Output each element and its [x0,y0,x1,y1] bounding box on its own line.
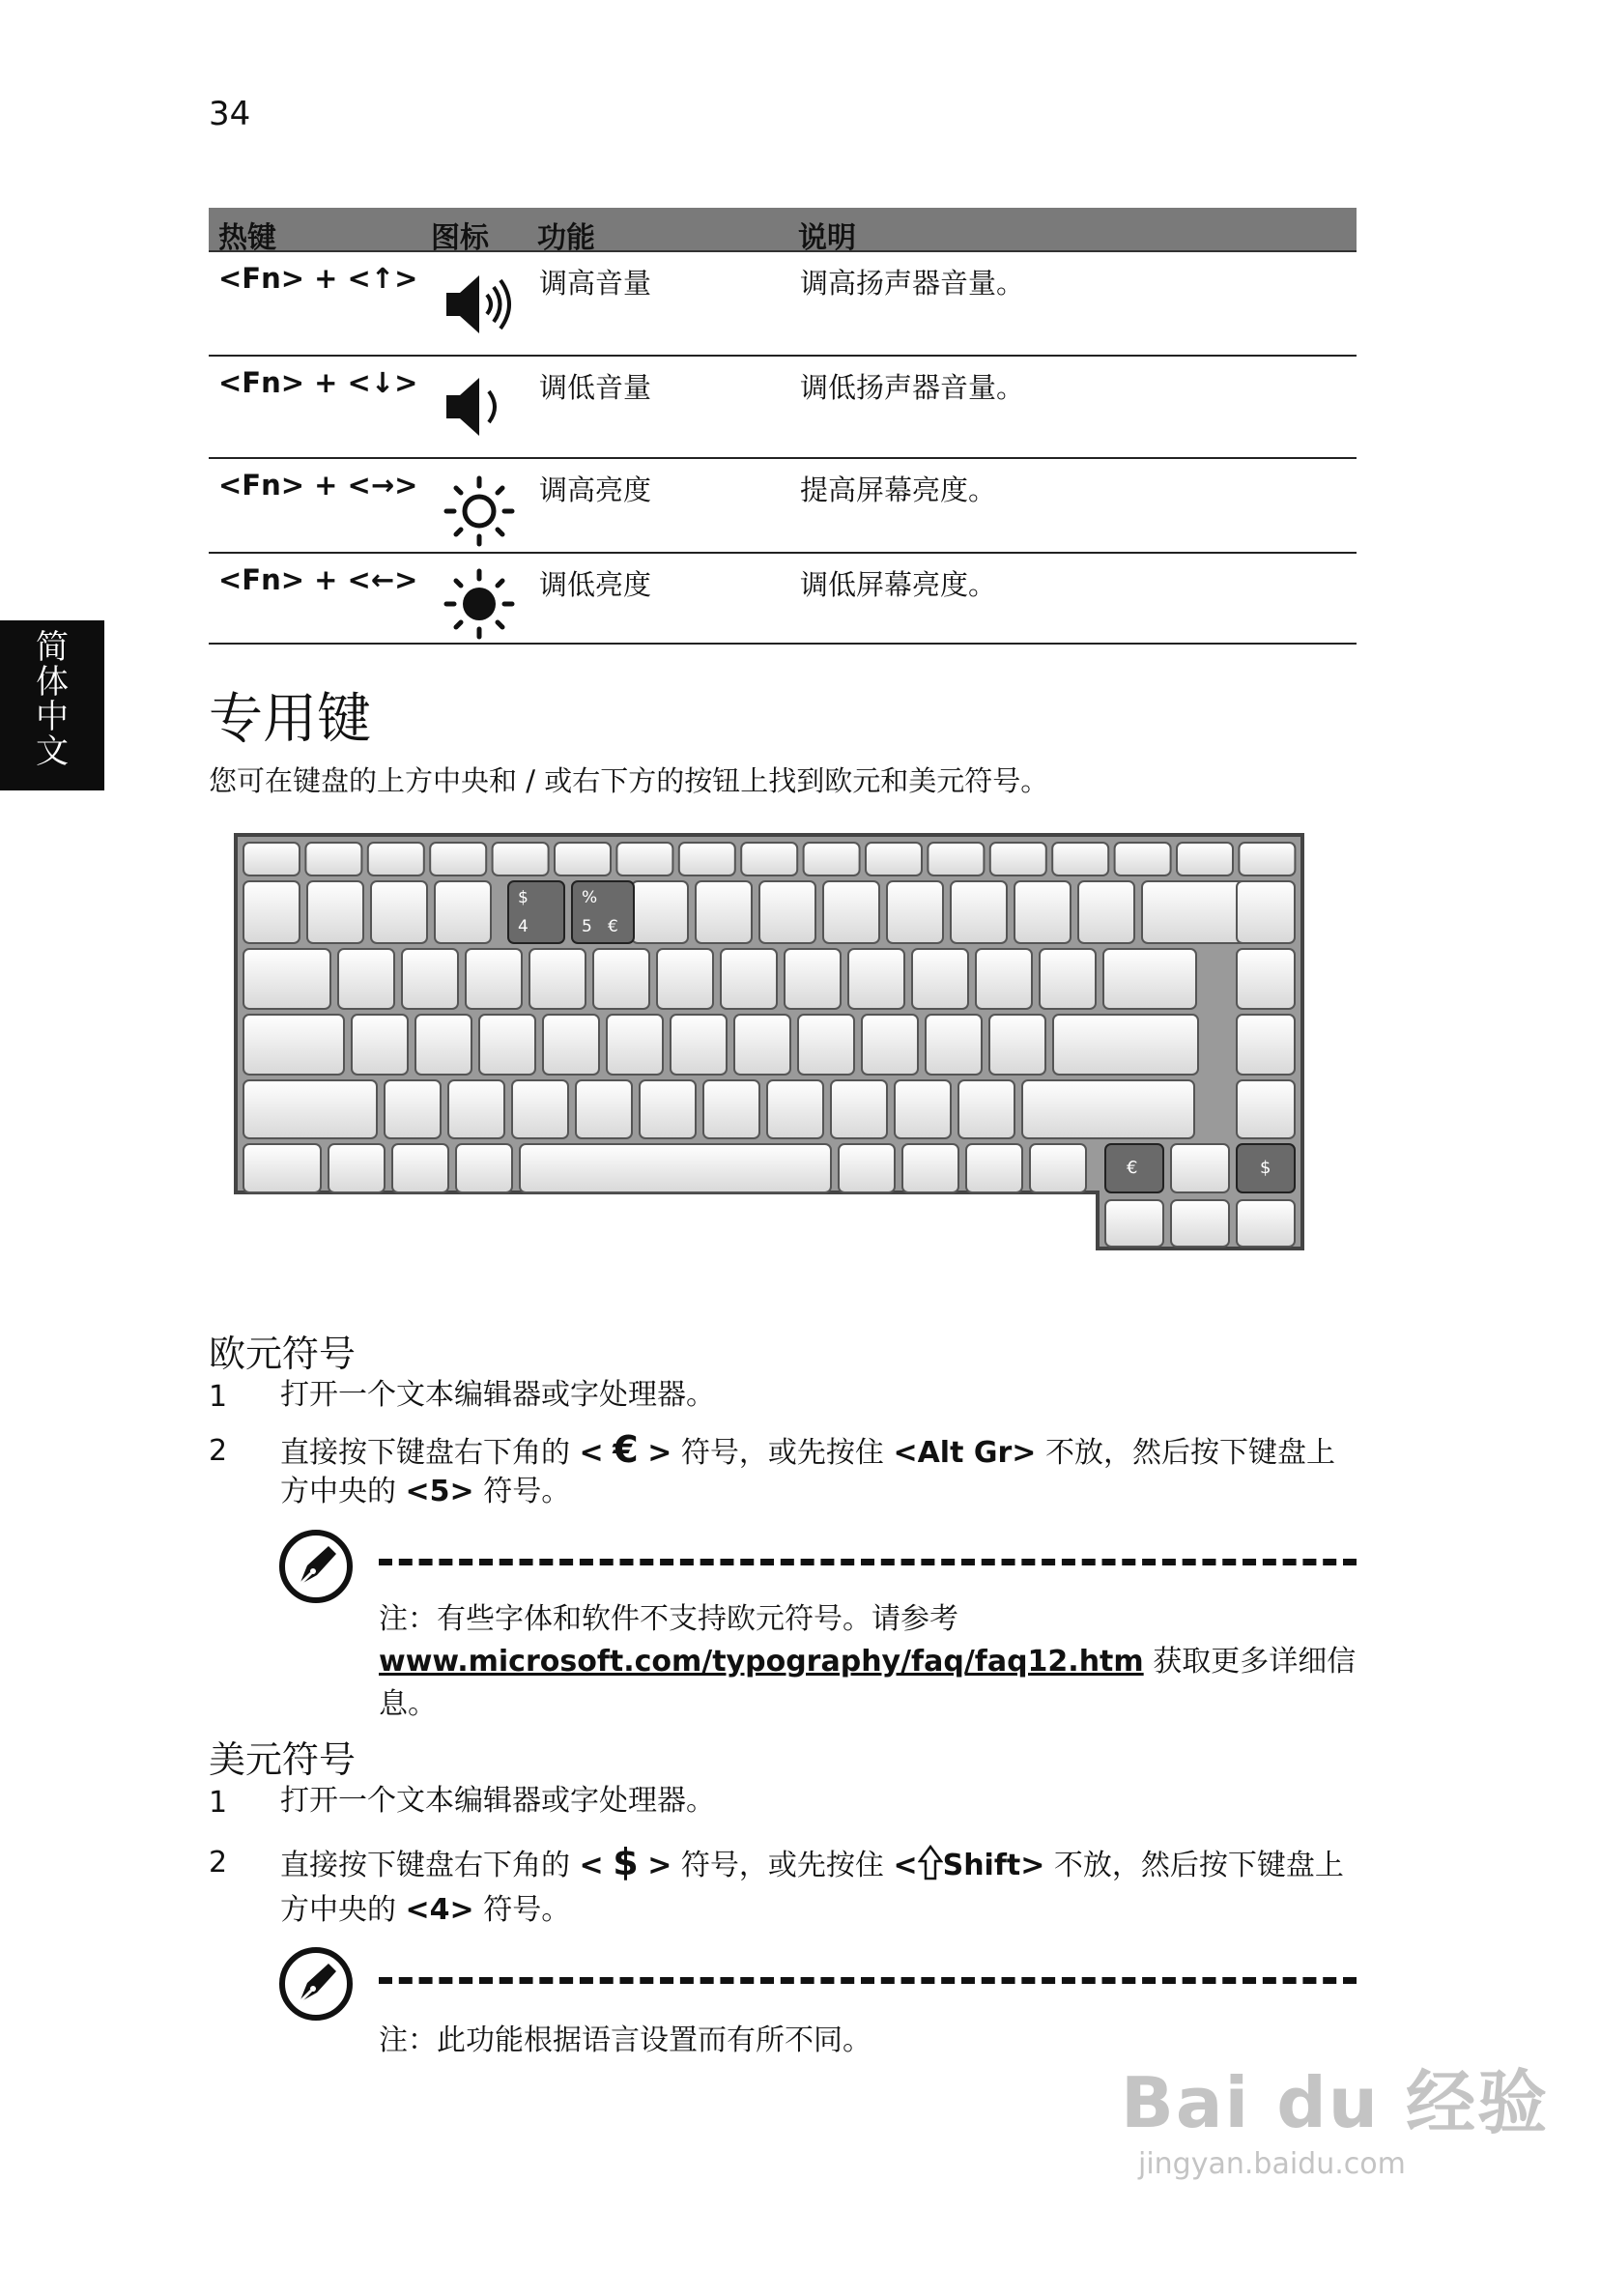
keyboard-key [721,949,777,1009]
header-hotkey: 热键 [218,221,276,255]
section-title: 专用键 [209,688,371,751]
keyboard-key [607,1015,663,1075]
keyboard-key [243,1144,321,1192]
keyboard-key [928,843,984,875]
keyboard-key [402,949,458,1009]
keyboard-key [1030,1144,1086,1192]
hotkey-cell: <Fn> + <→> [218,469,418,502]
key-4-dollar [508,881,564,943]
table-row [209,357,1357,459]
keyboard-key [576,1080,632,1138]
baidu-watermark [1121,2047,1549,2181]
page-number: 34 [209,95,251,133]
keyboard-key [1237,1015,1295,1075]
key-5-bottom-label: 5 [582,917,592,936]
euro-key [1105,1144,1163,1192]
keyboard-key [329,1144,385,1192]
keyboard-key [368,843,424,875]
bracket: < [893,1849,918,1882]
euro-step-number: 2 [209,1434,228,1468]
keyboard-key [1014,881,1071,943]
dollar-note: 注：此功能根据语言设置而有所不同。 [379,2023,871,2057]
euro-key-label: € [1127,1158,1138,1178]
keyboard-key [1237,1080,1295,1138]
euro-step-text: 打开一个文本编辑器或字处理器。 [280,1378,715,1412]
bracket: > [647,1436,672,1470]
volume-up-icon [441,266,518,343]
keyboard-key [966,1144,1022,1192]
keyboard-key [1177,843,1233,875]
table-row [209,252,1357,357]
bracket: > [647,1849,672,1882]
step-text-part: 符号。 [473,1893,571,1927]
euro-step-number: 1 [209,1380,228,1414]
side-tab-char: 中 [36,698,69,736]
microsoft-faq-link[interactable]: www.microsoft.com/typography/faq/faq12.htm [379,1645,1144,1679]
function-cell: 调高音量 [539,267,652,300]
table-row [209,554,1357,645]
keyboard-key [926,1015,982,1075]
key-4-bottom-label: 4 [518,917,529,936]
key-4: <4> [405,1893,474,1927]
watermark-url: jingyan.baidu.com [1138,2147,1406,2181]
shift-arrow-icon [918,1844,943,1882]
hotkey-cell: <Fn> + <↑> [218,262,418,295]
keyboard-key [848,949,904,1009]
keyboard-key [1052,843,1108,875]
note-text: 注：有些字体和软件不支持欧元符号。请参考 [379,1602,958,1636]
keyboard-key [616,843,672,875]
keyboard-key [529,949,586,1009]
euro-section-title: 欧元符号 [209,1333,357,1375]
keyboard-key [823,881,879,943]
keyboard-key [862,1015,918,1075]
dollar-step-number: 2 [209,1846,228,1880]
keyboard-key [1237,881,1295,943]
keyboard-key [1105,1200,1163,1247]
keyboard-key [632,881,688,943]
keyboard-key [887,881,943,943]
header-icon: 图标 [431,221,489,255]
keyboard-key [912,949,968,1009]
key-5-euro-label: € [608,917,618,936]
hotkey-cell: <Fn> + <←> [218,563,418,596]
keyboard-key [415,1015,471,1075]
function-cell: 调低亮度 [539,568,652,601]
keyboard-illustration [228,827,1310,1256]
step-text-part: 符号。 [473,1475,571,1508]
description-cell: 提高屏幕亮度。 [800,474,997,506]
keyboard-key [456,1144,512,1192]
keyboard-key [392,1144,448,1192]
header-description: 说明 [798,221,856,255]
side-tab-char: 简 [36,628,69,667]
keyboard-key [243,1015,344,1075]
key-alt-gr: <Alt Gr> [893,1436,1037,1470]
keyboard-key [305,843,361,875]
note-divider [379,1977,1357,1984]
note-pen-icon [278,1529,354,1604]
note-text: 获取更多详细信息。 [379,1645,1357,1721]
keyboard-key [1022,1080,1194,1138]
dollar-step-text [280,1840,1353,1933]
keyboard-key [338,949,394,1009]
step-text-part: 不放，然后按下键盘上方中央的 [280,1436,1335,1508]
key-4-top-label: $ [518,888,529,907]
keyboard-key [671,1015,727,1075]
header-function: 功能 [537,221,595,255]
euro-step-text [280,1430,1353,1511]
hotkey-table [209,208,1357,645]
keyboard-key [657,949,713,1009]
keyboard-key [741,843,797,875]
keyboard-key [479,1015,535,1075]
key-5-top-label: % [582,888,598,907]
function-cell: 调低音量 [539,371,652,404]
keyboard-key [734,1015,790,1075]
keyboard-key [543,1015,599,1075]
keyboard-key [435,881,491,943]
keyboard-key [767,1080,823,1138]
keyboard-key [243,881,300,943]
keyboard-key [703,1080,759,1138]
keyboard-key [430,843,486,875]
keyboard-key [1103,949,1196,1009]
table-row [209,459,1357,554]
keyboard-key [352,1015,408,1075]
keyboard-key [555,843,611,875]
description-cell: 调高扬声器音量。 [800,267,1025,300]
keyboard-key [958,1080,1014,1138]
brightness-down-icon [441,565,518,643]
note-pen-icon [278,1946,354,2022]
dollar-key-label: $ [1260,1158,1271,1178]
keyboard-key [1171,1200,1229,1247]
step-text-part: 符号，或先按住 [671,1849,894,1882]
description-cell: 调低扬声器音量。 [800,371,1025,404]
keyboard-key [866,843,922,875]
keyboard-key [448,1080,504,1138]
description-cell: 调低屏幕亮度。 [800,568,997,601]
side-tab-char: 体 [36,663,69,702]
dollar-symbol: $ [613,1841,639,1883]
dollar-section-title: 美元符号 [209,1738,357,1781]
keyboard-key [493,843,549,875]
dollar-key [1237,1144,1295,1192]
keyboard-key [1237,1200,1295,1247]
keyboard-key [798,1015,854,1075]
keyboard-key [307,881,363,943]
volume-down-icon [441,368,518,445]
keyboard-key [243,843,300,875]
keyboard-key [785,949,841,1009]
keyboard-key [902,1144,958,1192]
key-shift: Shift> [942,1849,1045,1882]
keyboard-key [839,1144,895,1192]
keyboard-key [1239,843,1295,875]
keyboard-key [1053,1015,1198,1075]
key-5-euro [572,881,634,943]
keyboard-key [1171,1144,1229,1192]
hotkey-cell: <Fn> + <↓> [218,366,418,399]
step-text-part: 符号，或先按住 [671,1436,894,1470]
table-header [209,208,1357,255]
keyboard-key [243,1080,377,1138]
step-text-part: 直接按下键盘右下角的 [280,1436,580,1470]
language-side-tab [0,620,104,790]
side-tab-char: 文 [36,732,69,771]
keyboard-key [466,949,522,1009]
euro-note [379,1598,1364,1726]
keyboard-key [1237,949,1295,1009]
keyboard-key [243,949,330,1009]
keyboard-key [1078,881,1134,943]
bracket: < [579,1436,604,1470]
keyboard-key [520,1144,831,1192]
keyboard-key [1115,843,1171,875]
keyboard-key [696,881,752,943]
keyboard-key [640,1080,696,1138]
watermark-brand: Bai du 经验 [1121,2062,1550,2143]
keyboard-key [976,949,1032,1009]
section-intro: 您可在键盘的上方中央和 / 或右下方的按钮上找到欧元和美元符号。 [209,764,1049,797]
keyboard-key [831,1080,887,1138]
keyboard-key [804,843,860,875]
function-cell: 调高亮度 [539,474,652,506]
key-5: <5> [405,1475,474,1508]
keyboard-key [593,949,649,1009]
note-divider [379,1559,1357,1565]
keyboard-key [371,881,427,943]
keyboard-key [679,843,735,875]
keyboard-key [951,881,1007,943]
keyboard-key [512,1080,568,1138]
brightness-up-icon [441,473,518,550]
dollar-step-text: 打开一个文本编辑器或字处理器。 [280,1784,715,1818]
keyboard-key [385,1080,441,1138]
step-text-part: 不放，然后按下键盘上方中央的 [280,1849,1344,1927]
bracket: < [579,1849,604,1882]
keyboard-key [1040,949,1096,1009]
keyboard-key [895,1080,951,1138]
dollar-step-number: 1 [209,1786,228,1820]
step-text-part: 直接按下键盘右下角的 [280,1849,580,1882]
keyboard-key [989,1015,1045,1075]
keyboard-key [990,843,1046,875]
keyboard-key [759,881,815,943]
euro-symbol: € [613,1428,639,1471]
